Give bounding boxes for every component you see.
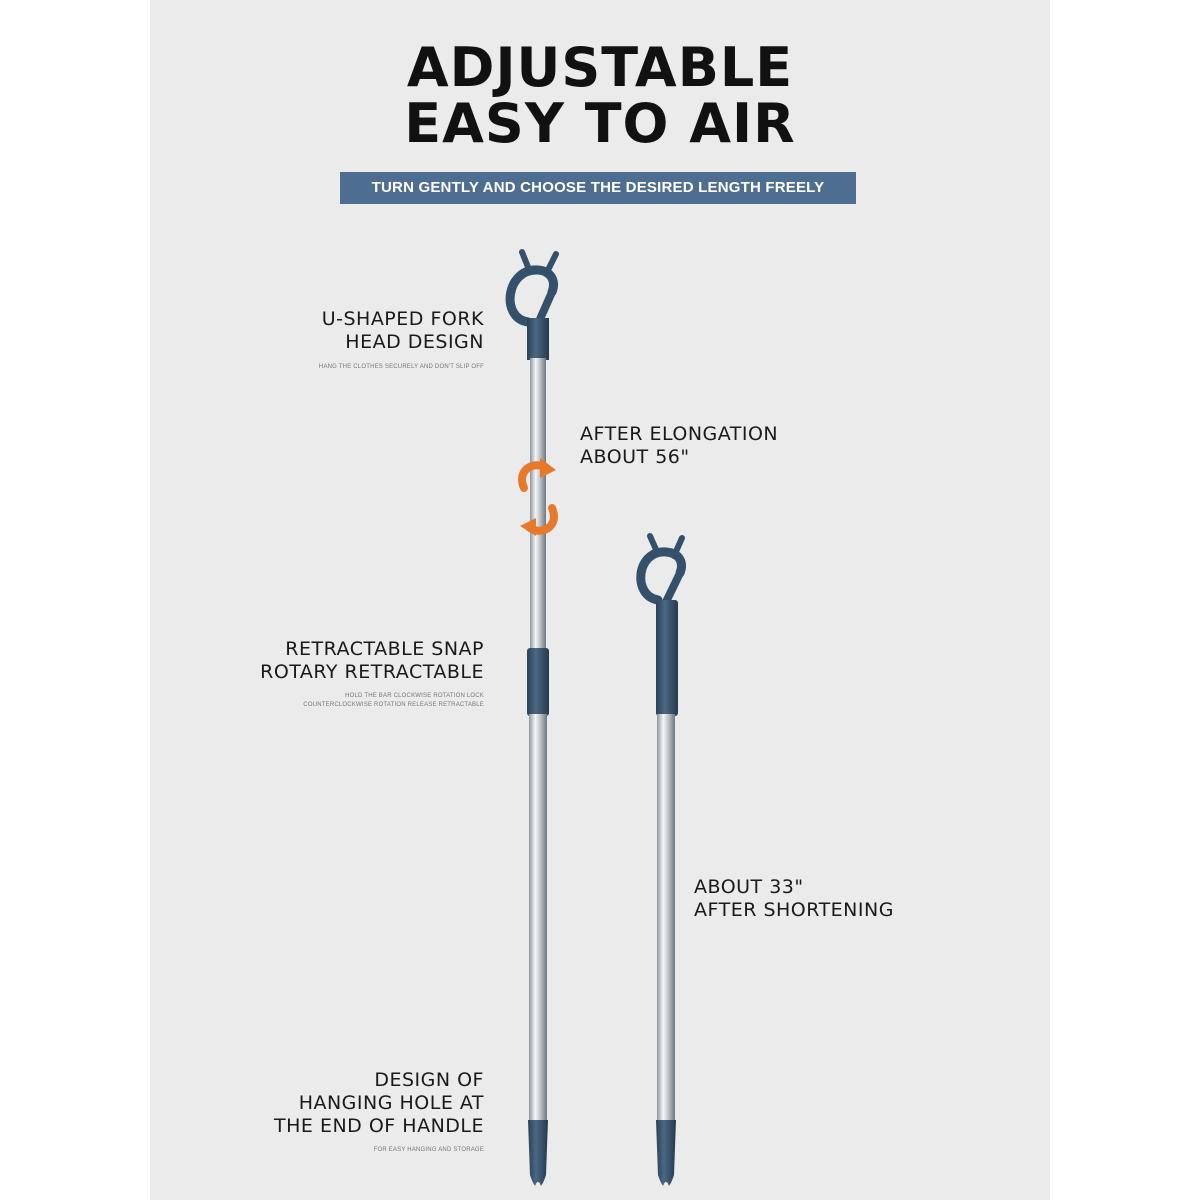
fork-head-label-line2: HEAD DESIGN xyxy=(345,331,484,353)
hole-note: FOR EASY HANGING AND STORAGE xyxy=(373,1147,484,1153)
fork-head-small xyxy=(641,536,682,604)
fork-head xyxy=(510,252,556,360)
shortening-label-line1: ABOUT 33" xyxy=(694,876,804,898)
extended-pole xyxy=(510,252,556,1194)
elongation-label-line1: AFTER ELONGATION xyxy=(580,423,779,445)
shortening-label-line2: AFTER SHORTENING xyxy=(694,899,894,921)
handle-grip xyxy=(528,1120,548,1188)
hole-label-line3: THE END OF HANDLE xyxy=(274,1115,484,1137)
snap-label-line1: RETRACTABLE SNAP xyxy=(285,638,484,660)
subtitle-banner: TURN GENTLY AND CHOOSE THE DESIRED LENGTH FREELY xyxy=(340,172,856,204)
snap-note-1: HOLD THE BAR CLOCKWISE ROTATION LOCK xyxy=(345,693,484,699)
fork-head-note: HANG THE CLOTHES SECURELY AND DON'T SLIP OFF xyxy=(318,364,484,370)
fork-head-label-line1: U-SHAPED FORK xyxy=(321,308,484,330)
snap-grip xyxy=(527,648,549,716)
title-line-1: ADJUSTABLE xyxy=(406,36,794,99)
hole-label-line1: DESIGN OF xyxy=(374,1069,484,1091)
handle-grip-small xyxy=(656,1120,676,1188)
snap-label-line2: ROTARY RETRACTABLE xyxy=(260,661,484,683)
retracted-pole xyxy=(641,536,682,1194)
elongation-label-line2: ABOUT 56" xyxy=(580,446,690,468)
snap-grip-small xyxy=(656,600,678,716)
hole-label-line2: HANGING HOLE AT xyxy=(298,1092,484,1114)
title-line-2: EASY TO AIR xyxy=(404,92,796,155)
hanging-hole xyxy=(535,1182,541,1194)
snap-note-2: COUNTERCLOCKWISE ROTATION RELEASE RETRACTABLE xyxy=(303,702,484,708)
hanging-hole-small xyxy=(663,1182,669,1194)
